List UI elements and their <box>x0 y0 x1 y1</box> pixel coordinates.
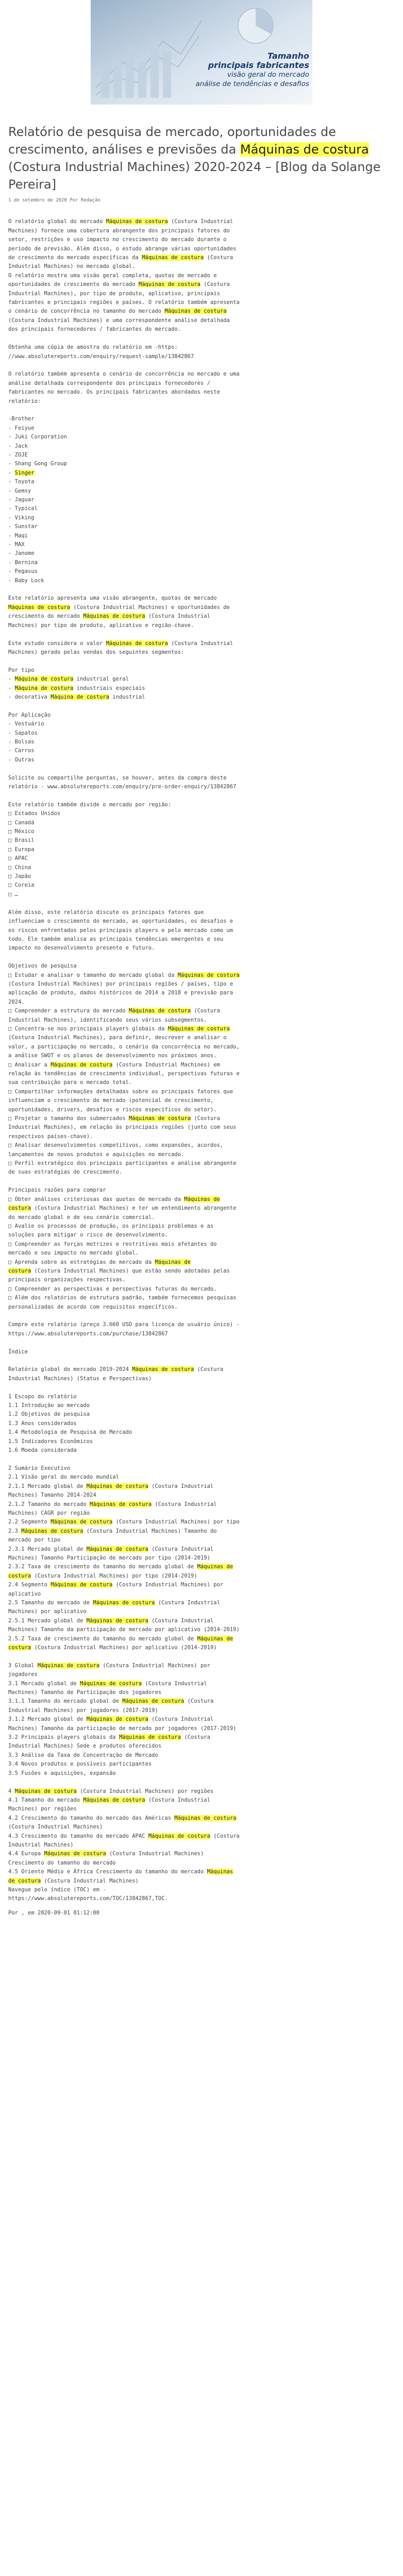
keyword-highlight: Máquinas de costura <box>164 308 227 315</box>
hero-banner-image <box>91 0 312 105</box>
keyword-highlight: Máquinas de costura <box>8 1564 233 1579</box>
keyword-highlight: Máquinas de costura <box>148 1833 210 1839</box>
keyword-highlight: Máquinas de costura <box>177 972 240 978</box>
keyword-highlight: Máquina de costura <box>51 693 109 700</box>
keyword-highlight: Máquinas de costura <box>51 1582 113 1588</box>
article-title <box>8 123 395 193</box>
keyword-highlight: Máquina de costura <box>14 676 74 683</box>
keyword-highlight: Máquinas de costura <box>128 1115 191 1122</box>
keyword-highlight: Máquinas de costura <box>83 613 145 620</box>
keyword-highlight: Máquinas de costura <box>51 1519 113 1526</box>
keyword-highlight: Máquinas de costura <box>119 1734 181 1741</box>
keyword-highlight: Máquinas de costura <box>44 1851 106 1857</box>
title-highlight: Máquinas de costura <box>240 142 369 157</box>
article-content <box>0 123 403 1918</box>
keyword-highlight: Máquinas de costura <box>8 1196 220 1212</box>
keyword-highlight: Singer <box>14 469 35 476</box>
publish-date: 1 de setembro de 2020 Por Redação <box>8 198 100 203</box>
keyword-highlight: Máquinas de costura <box>14 1788 77 1794</box>
keyword-highlight: Máquina de costura <box>14 685 74 691</box>
keyword-highlight: Máquinas de costura <box>138 281 200 288</box>
hero-caption-line: visão geral do mercado <box>227 71 309 79</box>
keyword-highlight: Máquinas de costura <box>8 604 71 611</box>
keyword-highlight: Máquinas de costura <box>86 1546 148 1552</box>
post-footer: Por , em 2020-09-01 01:12:00 <box>8 1909 100 1916</box>
title-text-end: (Costura Industrial Machines) 2020-2024 – [Blog da Solange Pereira] <box>8 160 381 192</box>
article-body: O relatório global do mercado Máquinas de costura (Costura Industrial Machines) fornece uma cobertura abrangente dos principais fatores do setor, restrições e uso impacto no crescimento do mercado durante o período de previsão. Além disso, o estudo abrange várias oportunidades de crescimento do mercado específicas da Máquinas de costura (Costura Industrial Machines) no mercado global. O relatório mostra uma visão geral completa, quotas de mercado e oportunidades de crescimento do mercado Máquinas de costura (Costura Industrial Machines), por tipo de produto, aplicativo, principais fabricantes e principais regiões e países. O relatório também apresenta o cenário de concorrência no tamanho do mercado Máquinas de costura (Costura Industrial Machines) e uma correspondente análise detalhada dos principais fornecedores / fabricantes do mercado. Obtenha uma cópia de amostra do relatório em -https: //www.absolutereports.com/enquiry/request-sample/13842867 O relatório também apresenta o cenário de concorrência no mercado e uma análise detalhada correspondente dos principais fornecedores / fabricantes no mercado. Os principais fabricantes abordados neste relatório: -Brother - Feiyue - Juki Corporation - Jack - ZOJE - Shang Gong Group - Singer - Toyota - Gemsy - Jaguar - Typical - Viking - Sunstar - Maqi - MAX - Janome - Bernina - Pegasus - Baby Lock Este relatório apresenta uma visão abrangente, quotas de mercado Máquinas de costura (Costura Industrial Machines) e oportunidades de crescimento do mercado Máquinas de costura (Costura Industrial Machines) por tipo de produto, aplicativo e região-chave. Este estudo considera o valor Máquinas de costura (Costura Industrial Machines) gerado pelas vendas dos seguintes segmentos: Por tipo - Máquina de costura industrial geral - Máquina de costura industriais especiais - decorativa Máquina de costura industrial Por Aplicação - Vestuário - Sapatos - Bolsas - Carros - Outras Solicite ou compartilhe perguntas, se houver, antes da compra deste relatório - www.absolutereports.com/enquiry/pre-order-enquiry/13842867 Este relatório também divide o mercado por região: □ Estados Unidos □ Canadá □ México □ Brasil □ Europa □ APAC □ China □ Japão □ Coreia □ … Além disso, este relatório discute os principais fatores que influenciam o crescimento do mercado, as oportunidades, os desafios e os riscos enfrentados pelos principais players e pelo mercado como um todo. Ele também analisa as principais tendências emergentes e seu impacto no desenvolvimento presente e futuro. Objetivos de pesquisa □ Estudar e analisar o tamanho do mercado global da Máquinas de costura (Costura Industrial Machines) por principais regiões / países, tipo e aplicação de produto, dados históricos de 2014 a 2018 e previsão para 2024. □ Compreender a estrutura do mercado Máquinas de costura (Costura Industrial Machines), identificando seus vários subsegmentos. □ Concentra-se nos principais players globais da Máquinas de costura (Costura Industrial Machines), para definir, descrever e analisar o valor, a participação no mercado, o cenário da concorrência no mercado, a análise SWOT e os planos de desenvolvimento nos próximos anos. □ Analisar a Máquinas de costura (Costura Industrial Machines) em relação às tendências de crescimento individual, perspectivas futuras e sua contribuição para o mercado total. □ Compartilhar informações detalhadas sobre os principais fatores que influenciam o crescimento do mercado (potencial de crescimento, oportunidades, drivers, desafios e riscos específicos do setor). □ Projetar o tamanho dos submercados Máquinas de costura (Costura Industrial Machines), em relação às principais regiões (junto com seus respectivos países-chave). □ Analisar desenvolvimentos competitivos, como expansões, acordos, lançamentos de novos produtos e aquisições no mercado. □ Perfil estratégico dos principais participantes e análise abrangente de suas estratégias de crescimento. Principais razões para comprar □ Obter análises criteriosas das quotas de mercado da Máquinas de costura (Costura Industrial Machines) e ter um entendimento abrangente do mercado global e de seu cenário comercial. □ Avalie os processos de produção, os principais problemas e as soluções para mitigar o risco de desenvolvimento. □ Compreender as forças motrizes e restritivas mais afetantes do mercado e seu impacto no mercado global. □ Aprenda sobre as estratégias de mercado da Máquinas de costura (Costura Industrial Machines) que estão sendo adotadas pelas principais organizações respectivas. □ Compreender as perspectivas e perspectivas futuras do mercado. □ Além dos relatórios de estrutura padrão, também fornecemos pesquisas personalizadas de acordo com requisitos específicos. Compre este relatório (preço 3.660 USD para licença de usuário único) - https://www.absolutereports.com/purchase/13842867 Índice Relatório global do mercado 2019-2024 Máquinas de costura (Costura Industrial Machines) (Status e Perspectivas) 1 Escopo do relatório 1.1 Introdução ao mercado 1.2 Objetivos de pesquisa 1.3 Anos considerados 1.4 Metodologia de Pesquisa de Mercado 1.5 Indicadores Econômicos 1.6 Moeda considerada 2 Sumário Executivo 2.1 Visão geral do mercado mundial 2.1.1 Mercado global de Máquinas de costura (Costura Industrial Machines) Tamanho 2014-2024 2.1.2 Tamanho do mercado Máquinas de costura (Costura Industrial Machines) CAGR por região 2.2 Segmento Máquinas de costura (Costura Industrial Machines) por tipo 2.3 Máquinas de costura (Costura Industrial Machines) Tamanho do mercado por tipo 2.3.1 Mercado global de Máquinas de costura (Costura Industrial Machines) Tamanho Participação de mercado por tipo (2014-2019) 2.3.2 Taxa de crescimento do tamanho do mercado global de Máquinas de costura (Costura Industrial Machines) por tipo (2014-2019) 2.4 Segmento Máquinas de costura (Costura Industrial Machines) por aplicativo 2.5 Tamanho do mercado de Máquinas de costura (Costura Industrial Machines) por aplicativo 2.5.1 Mercado global de Máquinas de costura (Costura Industrial Machines) Tamanho da participação de mercado por aplicativo (2014-2019) 2.5.2 Taxa de crescimento do tamanho do mercado global de Máquinas de costura (Costura Industrial Machines) por aplicativo (2014-2019) 3 Global Máquinas de costura (Costura Industrial Machines) por jogadores 3.1 Mercado global de Máquinas de costura (Costura Industrial Machines) Tamanho de Participação dos jogadores 3.1.1 Tamanho do mercado global de Máquinas de costura (Costura Industrial Machines) por jogadores (2017-2019) 3.1.2 Mercado global de Máquinas de costura (Costura Industrial Machines) Tamanho da participação de mercado por jogadores (2017-2019) 3.2 Principais players globais da Máquinas de costura (Costura Industrial Machines) Sede e produtos oferecidos 3.3 Análise da Taxa de Concentração de Mercado 3.4 Novos produtos e possíveis participantes 3.5 Fusões e aquisições, expansão 4 Máquinas de costura (Costura Industrial Machines) por regiões 4.1 Tamanho do mercado Máquinas de costura (Costura Industrial Machines) por regiões 4.2 Crescimento do tamanho do mercado das Américas Máquinas de costura (Costura Industrial Machines) 4.3 Crescimento do tamanho do mercado APAC Máquinas de costura (Costura Industrial Machines) 4.4 Europa Máquinas de costura (Costura Industrial Machines) Crescimento do tamanho do mercado 4.5 Oriente Médio e África Crescimento do tamanho do mercado Máquinas de costura (Costura Industrial Machines) Navegue pelo índice (TOC) em - https://www.absolutereports.com/TOC/13842867,TOC. <box>8 218 240 1902</box>
keyword-highlight: Máquinas de costura <box>86 1617 148 1624</box>
hero-caption-line: Tamanho <box>267 51 309 61</box>
keyword-highlight: Máquinas de costura <box>174 1815 237 1821</box>
keyword-highlight: Máquinas de costura <box>122 1698 184 1705</box>
keyword-highlight: Máquinas de costura <box>8 1635 233 1651</box>
keyword-highlight: Máquinas de costura <box>37 1662 100 1669</box>
keyword-highlight: Máquinas de costura <box>21 1528 83 1534</box>
keyword-highlight: Máquinas de costura <box>128 1008 191 1014</box>
hero-caption-line: principais fabricantes <box>208 60 309 70</box>
keyword-highlight: Máquinas de costura <box>106 640 168 647</box>
keyword-highlight: Máquinas de costura <box>86 1716 148 1723</box>
keyword-highlight: Máquinas de costura <box>8 1869 233 1884</box>
hero-caption-line: análise de tendências e desafios <box>195 80 309 88</box>
keyword-highlight: Máquinas de costura <box>80 1680 142 1687</box>
keyword-highlight: Máquinas de costura <box>93 1599 155 1606</box>
keyword-highlight: Máquinas de costura <box>8 1259 191 1274</box>
keyword-highlight: Máquinas de costura <box>51 1061 113 1068</box>
hero-caption <box>195 52 309 89</box>
keyword-highlight: Máquinas de costura <box>167 1025 230 1032</box>
keyword-highlight: Máquinas de costura <box>86 1483 148 1489</box>
keyword-highlight: Máquinas de costura <box>106 218 168 225</box>
title-text: Relatório de pesquisa de mercado, oportunidades de crescimento, análises e previsões da <box>8 125 336 157</box>
keyword-highlight: Máquinas de costura <box>83 1797 145 1803</box>
keyword-highlight: Máquinas de costura <box>132 1366 194 1373</box>
keyword-highlight: Máquinas de costura <box>142 255 204 261</box>
keyword-highlight: Máquinas de costura <box>90 1501 152 1507</box>
